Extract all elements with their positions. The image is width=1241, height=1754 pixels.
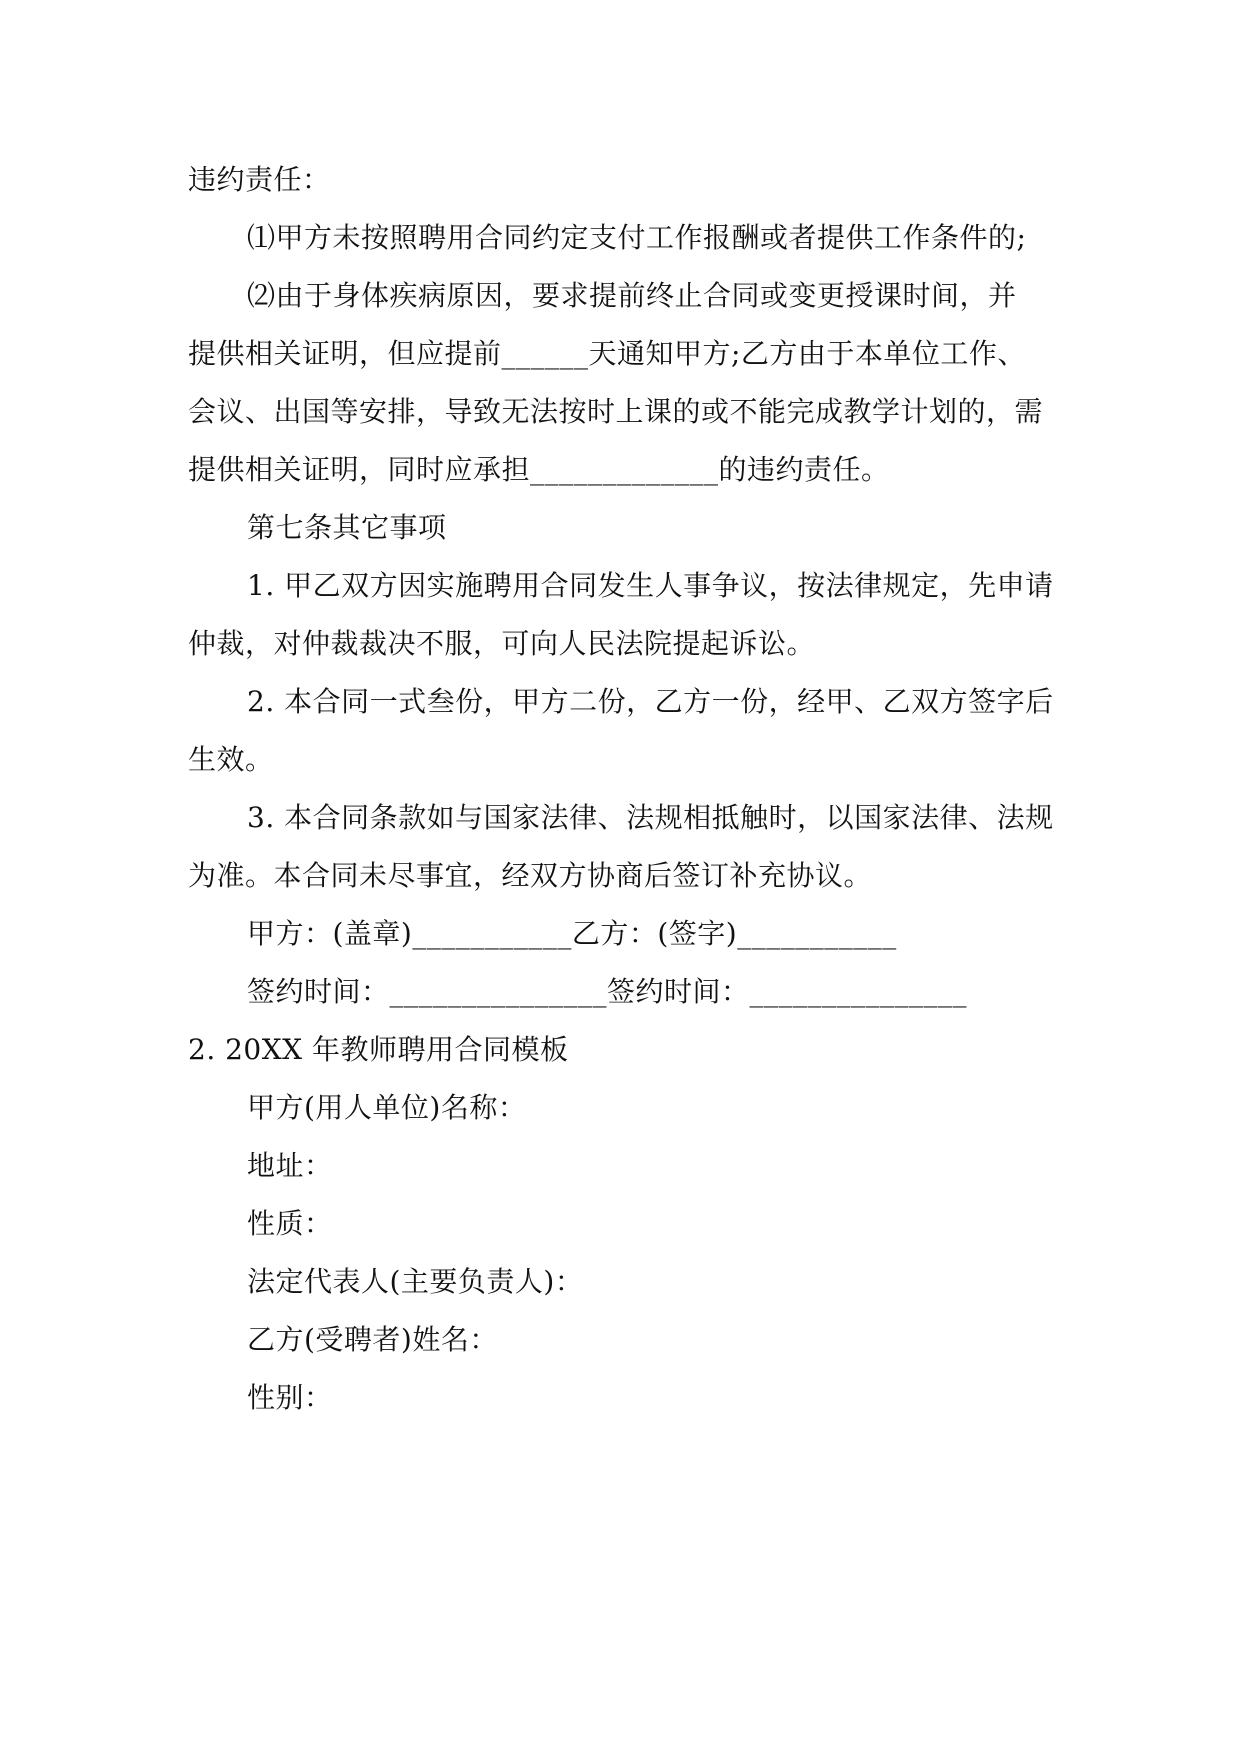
signature-line: 甲方：(盖章)___________乙方：(签字)___________	[247, 917, 897, 950]
text-line: ⑴甲方未按照聘用合同约定支付工作报酬或者提供工作条件的;	[247, 221, 1027, 254]
section-heading: 第七条其它事项	[247, 511, 447, 544]
text-line: 2. 本合同一式叁份，甲方二份，乙方一份，经甲、乙双方签字后	[247, 685, 1054, 718]
text-line: 1. 甲乙双方因实施聘用合同发生人事争议，按法律规定，先申请	[247, 569, 1054, 602]
text-line: 3. 本合同条款如与国家法律、法规相抵触时，以国家法律、法规	[247, 801, 1054, 834]
form-field-label: 性质：	[247, 1207, 333, 1240]
text-line: 为准。本合同未尽事宜，经双方协商后签订补充协议。	[188, 859, 873, 892]
text-line: 提供相关证明，同时应承担_____________的违约责任。	[188, 453, 890, 486]
text-line: ⑵由于身体疾病原因，要求提前终止合同或变更授课时间，并	[247, 279, 1017, 312]
form-field-label: 甲方(用人单位)名称：	[247, 1091, 527, 1124]
text-line: 会议、出国等安排，导致无法按时上课的或不能完成教学计划的，需	[188, 395, 1044, 428]
text-line: 仲裁，对仲裁裁决不服，可向人民法院提起诉讼。	[188, 627, 816, 660]
form-field-label: 法定代表人(主要负责人)：	[247, 1265, 584, 1298]
text-line: 生效。	[188, 743, 274, 776]
form-field-label: 乙方(受聘者)姓名：	[247, 1323, 498, 1356]
text-line: 违约责任：	[188, 163, 331, 196]
text-line: 提供相关证明，但应提前______天通知甲方;乙方由于本单位工作、	[188, 337, 1026, 370]
form-field-label: 性别：	[247, 1381, 333, 1414]
form-field-label: 地址：	[247, 1149, 333, 1182]
signing-date-line: 签约时间：_______________签约时间：_______________	[247, 975, 968, 1008]
section-title: 2. 20XX 年教师聘用合同模板	[188, 1033, 569, 1066]
